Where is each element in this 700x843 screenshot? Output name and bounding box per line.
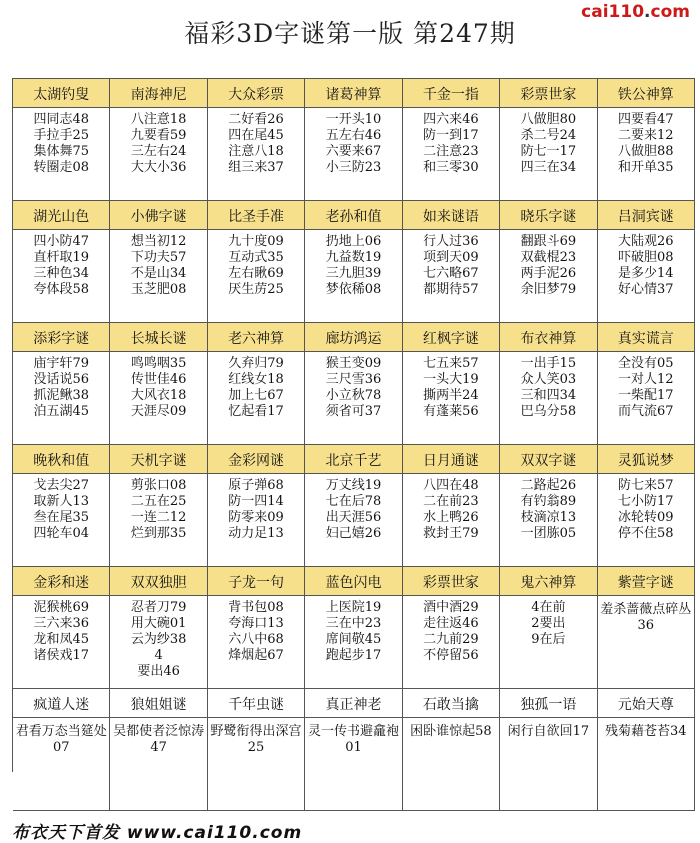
column-header: 独孤一语 bbox=[500, 689, 597, 718]
riddle-line: 背书包08 bbox=[228, 600, 284, 615]
riddle-line: 四同志48 bbox=[33, 112, 89, 127]
column-header: 湖光山色 bbox=[13, 201, 110, 230]
riddle-line: 集体舞75 bbox=[33, 144, 89, 159]
riddle-line: 跑起步17 bbox=[325, 648, 382, 663]
riddle-line: 厌生苈25 bbox=[228, 282, 284, 297]
riddle-cell bbox=[13, 108, 110, 201]
column-header: 小佛字谜 bbox=[110, 201, 207, 230]
column-header: 廊坊鸿运 bbox=[305, 323, 402, 352]
riddle-line: 不是山34 bbox=[130, 266, 187, 281]
riddle-cell bbox=[403, 230, 500, 323]
riddle-line: 二五在25 bbox=[130, 494, 187, 509]
column-header: 添彩字谜 bbox=[13, 323, 110, 352]
column-header: 子龙一句 bbox=[208, 567, 305, 596]
riddle-cell bbox=[598, 352, 695, 445]
column-header: 如来谜语 bbox=[403, 201, 500, 230]
riddle-cell bbox=[208, 718, 305, 811]
riddle-line: 天涯尽09 bbox=[130, 404, 187, 419]
column-header: 蓝色闪电 bbox=[305, 567, 402, 596]
column-header: 南海神尼 bbox=[110, 79, 207, 108]
column-header: 比圣手准 bbox=[208, 201, 305, 230]
column-header: 老六神算 bbox=[208, 323, 305, 352]
column-header: 太湖钓叟 bbox=[13, 79, 110, 108]
riddle-line: 不停留56 bbox=[423, 648, 479, 663]
riddle-line: 扔地上06 bbox=[325, 234, 382, 249]
riddle-line: 下功夫57 bbox=[130, 250, 187, 265]
riddle-line: 吴都使者泛惊涛47 bbox=[113, 724, 205, 755]
riddle-line: 六八中68 bbox=[228, 632, 284, 647]
riddle-line: 泥猴桃69 bbox=[33, 600, 89, 615]
riddle-line: 小三防23 bbox=[325, 160, 382, 175]
riddle-line: 冰轮转09 bbox=[618, 510, 674, 525]
riddle-line: 烽烟起67 bbox=[228, 648, 284, 663]
riddle-line: 枝滴凉13 bbox=[520, 510, 577, 525]
riddle-line: 余旧梦79 bbox=[520, 282, 577, 297]
riddle-line: 鸣鸣咽35 bbox=[130, 356, 187, 371]
riddle-line: 野鹭衔得出深宫25 bbox=[210, 724, 302, 755]
footer-credit: 布衣天下首发 www.cai110.com bbox=[12, 823, 303, 843]
riddle-line: 直杆取19 bbox=[33, 250, 89, 265]
riddle-cell bbox=[403, 108, 500, 201]
riddle-line: 五左右46 bbox=[325, 128, 382, 143]
riddle-line: 红线女18 bbox=[228, 372, 284, 387]
riddle-cell bbox=[13, 474, 110, 567]
riddle-cell bbox=[598, 596, 695, 689]
riddle-line: 九要看59 bbox=[130, 128, 187, 143]
riddle-line: 取新人13 bbox=[33, 494, 89, 509]
riddle-line: 三在中23 bbox=[325, 616, 382, 631]
column-header: 晚秋和值 bbox=[13, 445, 110, 474]
riddle-line: 翻跟斗69 bbox=[520, 234, 577, 249]
riddle-table bbox=[12, 78, 695, 772]
riddle-line: 巴乌分58 bbox=[520, 404, 577, 419]
riddle-line: 泊五湖45 bbox=[33, 404, 89, 419]
riddle-line: 大风衣18 bbox=[130, 388, 187, 403]
riddle-line: 组三来37 bbox=[228, 160, 284, 175]
column-header: 疯道人迷 bbox=[13, 689, 110, 718]
riddle-line: 夸体段58 bbox=[33, 282, 89, 297]
column-header: 真实谎言 bbox=[598, 323, 695, 352]
riddle-line: 四三在34 bbox=[520, 160, 577, 175]
column-header: 双双字谜 bbox=[500, 445, 597, 474]
riddle-line: 龙和凤45 bbox=[33, 632, 89, 647]
riddle-line: 一团胨05 bbox=[520, 526, 577, 541]
column-header: 吕洞宾谜 bbox=[598, 201, 695, 230]
riddle-line: 想当初12 bbox=[130, 234, 187, 249]
page-title: 福彩3D字谜第一版 第247期 bbox=[184, 19, 516, 48]
riddle-line: 二要来12 bbox=[618, 128, 674, 143]
riddle-cell bbox=[500, 352, 597, 445]
riddle-line: 好心情37 bbox=[618, 282, 674, 297]
riddle-line: 和开单35 bbox=[618, 160, 674, 175]
riddle-line: 防零来09 bbox=[228, 510, 284, 525]
riddle-line: 原子弹68 bbox=[228, 478, 284, 493]
column-header: 铁公神算 bbox=[598, 79, 695, 108]
riddle-cell bbox=[305, 352, 402, 445]
column-header: 晓乐字谜 bbox=[500, 201, 597, 230]
riddle-cell bbox=[598, 108, 695, 201]
riddle-line: 九十度09 bbox=[228, 234, 284, 249]
riddle-line: 四要看47 bbox=[618, 112, 674, 127]
riddle-line: 防一四14 bbox=[228, 494, 284, 509]
riddle-cell bbox=[305, 230, 402, 323]
riddle-line: 要出46 bbox=[137, 664, 180, 679]
riddle-cell bbox=[13, 596, 110, 689]
riddle-line: 忍者刀79 bbox=[130, 600, 187, 615]
riddle-line: 都期待57 bbox=[423, 282, 479, 297]
riddle-cell bbox=[403, 352, 500, 445]
riddle-line: 和三零30 bbox=[423, 160, 479, 175]
riddle-line: 二路起26 bbox=[520, 478, 577, 493]
riddle-line: 防七一17 bbox=[520, 144, 577, 159]
riddle-line: 二九前29 bbox=[423, 632, 479, 647]
riddle-line: 转圈走08 bbox=[33, 160, 89, 175]
riddle-line: 传世佳46 bbox=[130, 372, 187, 387]
column-header: 彩票世家 bbox=[500, 79, 597, 108]
riddle-line: 两手泥26 bbox=[520, 266, 577, 281]
riddle-line: 八四在48 bbox=[423, 478, 479, 493]
riddle-cell bbox=[13, 718, 110, 811]
riddle-cell bbox=[208, 108, 305, 201]
riddle-line: 四六来46 bbox=[423, 112, 479, 127]
riddle-cell bbox=[500, 474, 597, 567]
riddle-line: 防七来57 bbox=[618, 478, 674, 493]
riddle-line: 四小防47 bbox=[33, 234, 89, 249]
riddle-cell bbox=[13, 352, 110, 445]
riddle-line: 大大小36 bbox=[130, 160, 187, 175]
riddle-line: 二注意23 bbox=[423, 144, 479, 159]
riddle-line: 项到天09 bbox=[423, 250, 479, 265]
riddle-line: 羞杀蔷薇点碎丛36 bbox=[600, 602, 692, 633]
riddle-line: 梦依稀08 bbox=[325, 282, 382, 297]
riddle-line: 4在前 bbox=[531, 600, 566, 615]
riddle-line: 动力足13 bbox=[228, 526, 284, 541]
riddle-line: 手拉手25 bbox=[33, 128, 89, 143]
column-header: 长城长谜 bbox=[110, 323, 207, 352]
riddle-line: 是多少14 bbox=[618, 266, 674, 281]
riddle-line: 大陆观26 bbox=[618, 234, 674, 249]
riddle-line: 水上鸭26 bbox=[423, 510, 479, 525]
riddle-line: 三左右24 bbox=[130, 144, 187, 159]
column-header: 红枫字谜 bbox=[403, 323, 500, 352]
riddle-line: 吓破胆08 bbox=[618, 250, 674, 265]
column-header: 北京千艺 bbox=[305, 445, 402, 474]
riddle-cell bbox=[208, 474, 305, 567]
riddle-cell bbox=[598, 474, 695, 567]
riddle-line: 诸侯戏17 bbox=[33, 648, 89, 663]
riddle-cell bbox=[110, 352, 207, 445]
riddle-line: 9在后 bbox=[531, 632, 566, 647]
riddle-line: 双截棍23 bbox=[520, 250, 577, 265]
column-header: 元始天尊 bbox=[598, 689, 695, 718]
column-header: 布衣神算 bbox=[500, 323, 597, 352]
riddle-line: 剪张口08 bbox=[130, 478, 187, 493]
column-header: 狼姐姐谜 bbox=[110, 689, 207, 718]
riddle-cell bbox=[403, 596, 500, 689]
riddle-line: 九益数19 bbox=[325, 250, 382, 265]
column-header: 天机字谜 bbox=[110, 445, 207, 474]
riddle-line: 加上七67 bbox=[228, 388, 284, 403]
riddle-cell bbox=[110, 474, 207, 567]
riddle-cell bbox=[110, 596, 207, 689]
riddle-cell bbox=[500, 230, 597, 323]
column-header: 真正神老 bbox=[305, 689, 402, 718]
riddle-line: 须省可37 bbox=[325, 404, 382, 419]
riddle-line: 八做胆80 bbox=[520, 112, 577, 127]
riddle-line: 撕两半24 bbox=[423, 388, 479, 403]
riddle-line: 注意八18 bbox=[228, 144, 284, 159]
riddle-line: 杀二号24 bbox=[520, 128, 577, 143]
riddle-cell bbox=[598, 230, 695, 323]
riddle-line: 四在尾45 bbox=[228, 128, 284, 143]
riddle-line: 一开头10 bbox=[325, 112, 382, 127]
riddle-line: 七五来57 bbox=[423, 356, 479, 371]
riddle-line: 叁在尾35 bbox=[33, 510, 89, 525]
column-header: 老孙和值 bbox=[305, 201, 402, 230]
riddle-line: 君看万态当筵处07 bbox=[15, 724, 107, 755]
riddle-line: 二好看26 bbox=[228, 112, 284, 127]
riddle-cell bbox=[403, 718, 500, 811]
column-header: 日月通谜 bbox=[403, 445, 500, 474]
riddle-line: 一出手15 bbox=[520, 356, 577, 371]
riddle-line: 有钓翁89 bbox=[520, 494, 577, 509]
column-header: 金彩和迷 bbox=[13, 567, 110, 596]
riddle-cell bbox=[208, 230, 305, 323]
riddle-line: 三六来36 bbox=[33, 616, 89, 631]
riddle-line: 四轮车04 bbox=[33, 526, 89, 541]
riddle-line: 有蓬莱56 bbox=[423, 404, 479, 419]
riddle-line: 三和四34 bbox=[520, 388, 577, 403]
riddle-cell bbox=[110, 230, 207, 323]
riddle-line: 席间敬45 bbox=[325, 632, 382, 647]
column-header: 彩票世家 bbox=[403, 567, 500, 596]
riddle-line: 云为纱38 bbox=[130, 632, 187, 647]
riddle-cell bbox=[500, 108, 597, 201]
riddle-line: 一连二12 bbox=[130, 510, 187, 525]
riddle-line: 闲行自欲回17 bbox=[507, 724, 590, 739]
riddle-cell bbox=[110, 718, 207, 811]
riddle-line: 抓泥鳅38 bbox=[33, 388, 89, 403]
column-header: 鬼六神算 bbox=[500, 567, 597, 596]
riddle-line: 停不住58 bbox=[618, 526, 674, 541]
riddle-line: 酒中酒29 bbox=[423, 600, 479, 615]
riddle-line: 万丈线19 bbox=[325, 478, 382, 493]
riddle-line: 残菊藉苍苔34 bbox=[605, 724, 687, 739]
riddle-line: 全没有05 bbox=[618, 356, 674, 371]
riddle-cell bbox=[305, 596, 402, 689]
column-header: 灵狐说梦 bbox=[598, 445, 695, 474]
riddle-line: 小立秋78 bbox=[325, 388, 382, 403]
riddle-line: 七小防17 bbox=[618, 494, 674, 509]
riddle-line: 用大碗01 bbox=[130, 616, 187, 631]
riddle-line: 猴王变09 bbox=[325, 356, 382, 371]
column-header: 双双独胆 bbox=[110, 567, 207, 596]
riddle-line: 行人过36 bbox=[423, 234, 479, 249]
riddle-cell bbox=[598, 718, 695, 811]
column-header: 金彩网谜 bbox=[208, 445, 305, 474]
column-header: 大众彩票 bbox=[208, 79, 305, 108]
riddle-line: 夸海口13 bbox=[228, 616, 284, 631]
riddle-line: 八注意18 bbox=[130, 112, 187, 127]
riddle-line: 三尺雪36 bbox=[325, 372, 382, 387]
riddle-line: 三九胆39 bbox=[325, 266, 382, 281]
column-header: 石敢当擒 bbox=[403, 689, 500, 718]
column-header: 千金一指 bbox=[403, 79, 500, 108]
riddle-line: 庙宇轩79 bbox=[33, 356, 89, 371]
riddle-cell bbox=[208, 596, 305, 689]
riddle-line: 七六略67 bbox=[423, 266, 479, 281]
column-header: 千年虫谜 bbox=[208, 689, 305, 718]
riddle-line: 一头大19 bbox=[423, 372, 479, 387]
riddle-line: 互动式35 bbox=[228, 250, 284, 265]
riddle-line: 二在前23 bbox=[423, 494, 479, 509]
riddle-line: 六要来67 bbox=[325, 144, 382, 159]
riddle-line: 八做胆88 bbox=[618, 144, 674, 159]
riddle-line: 4 bbox=[154, 648, 163, 663]
riddle-cell bbox=[305, 108, 402, 201]
riddle-line: 出天涯56 bbox=[325, 510, 382, 525]
riddle-line: 一对人12 bbox=[618, 372, 674, 387]
riddle-cell bbox=[13, 230, 110, 323]
riddle-cell bbox=[305, 474, 402, 567]
site-watermark: cai110.com bbox=[581, 2, 690, 22]
riddle-cell bbox=[110, 108, 207, 201]
riddle-cell bbox=[500, 718, 597, 811]
riddle-line: 没话说56 bbox=[33, 372, 89, 387]
column-header: 紫萱字谜 bbox=[598, 567, 695, 596]
riddle-line: 上医院19 bbox=[325, 600, 382, 615]
riddle-line: 一柴配17 bbox=[618, 388, 674, 403]
riddle-line: 玉芝肥08 bbox=[130, 282, 187, 297]
riddle-line: 困卧谁惊起58 bbox=[410, 724, 492, 739]
riddle-line: 左右瞅69 bbox=[228, 266, 284, 281]
riddle-cell bbox=[305, 718, 402, 811]
riddle-line: 忆起看17 bbox=[228, 404, 284, 419]
riddle-line: 灵一传书避龕袍01 bbox=[307, 724, 399, 755]
riddle-line: 而气流67 bbox=[618, 404, 674, 419]
riddle-line: 七在后78 bbox=[325, 494, 382, 509]
riddle-line: 戈去尖27 bbox=[33, 478, 89, 493]
riddle-line: 久弃归79 bbox=[228, 356, 284, 371]
riddle-cell bbox=[500, 596, 597, 689]
riddle-line: 众人笑03 bbox=[520, 372, 577, 387]
riddle-cell bbox=[208, 352, 305, 445]
riddle-line: 三种色34 bbox=[33, 266, 89, 281]
riddle-line: 走往返46 bbox=[423, 616, 479, 631]
riddle-line: 烂到那35 bbox=[130, 526, 187, 541]
riddle-line: 2要出 bbox=[531, 616, 566, 631]
riddle-line: 救封王79 bbox=[423, 526, 479, 541]
riddle-cell bbox=[403, 474, 500, 567]
riddle-line: 妇己嬉26 bbox=[325, 526, 382, 541]
riddle-line: 防一到17 bbox=[423, 128, 479, 143]
column-header: 诸葛神算 bbox=[305, 79, 402, 108]
